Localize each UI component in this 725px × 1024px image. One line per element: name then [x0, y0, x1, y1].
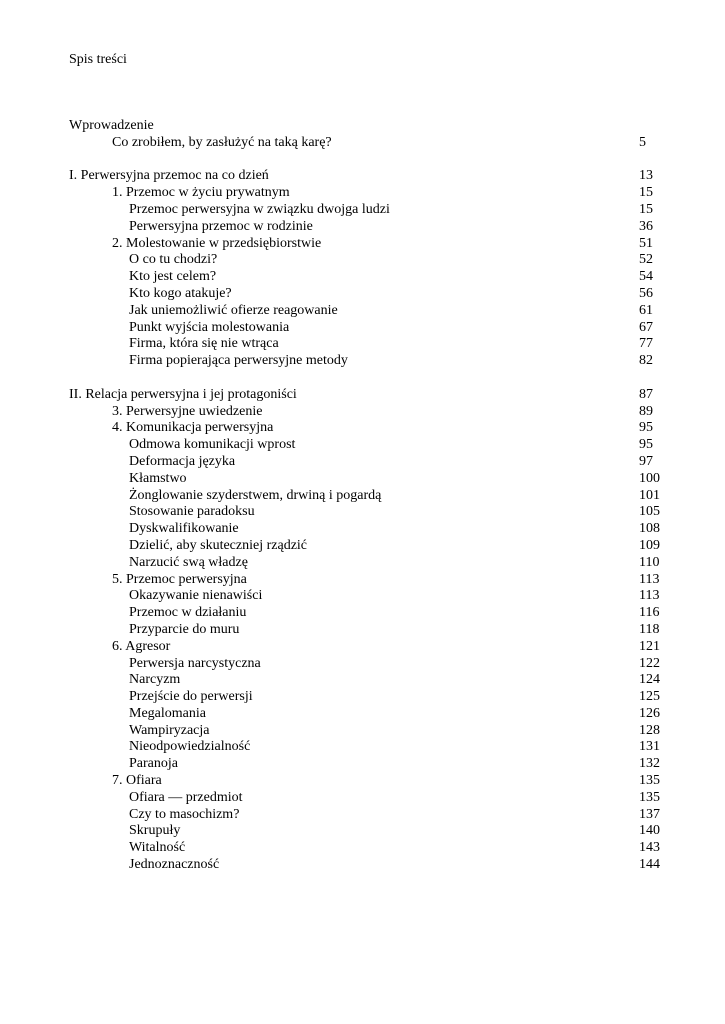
toc-entry[interactable]	[69, 706, 669, 723]
toc-entry-page-number: 144	[639, 857, 660, 873]
toc-entry-page-number: 143	[639, 840, 660, 856]
toc-entry-label: Perwersyjna przemoc w rodzinie	[129, 218, 313, 234]
toc-entry[interactable]	[69, 756, 669, 773]
toc-entry[interactable]	[69, 538, 669, 555]
toc-entry[interactable]	[69, 353, 669, 370]
toc-entry[interactable]	[69, 320, 669, 337]
toc-entry[interactable]	[69, 269, 669, 286]
toc-entry-label: Przejście do perwersji	[129, 689, 253, 705]
toc-entry[interactable]	[69, 286, 669, 303]
toc-entry[interactable]	[69, 588, 669, 605]
toc-entry-page-number: 137	[639, 806, 660, 822]
toc-entry[interactable]	[69, 118, 669, 135]
toc-entry-label: 1. Przemoc w życiu prywatnym	[112, 185, 290, 201]
toc-entry-label: II. Relacja perwersyjna i jej protagoniści	[69, 386, 297, 402]
toc-entry-label: 4. Komunikacja perwersyjna	[112, 420, 274, 436]
toc-entry-label: Kto kogo atakuje?	[129, 285, 232, 301]
toc-entry-page-number: 36	[639, 218, 653, 234]
toc-entry[interactable]	[69, 622, 669, 639]
toc-entry-page-number: 56	[639, 285, 653, 301]
toc-entry-label: Dzielić, aby skuteczniej rządzić	[129, 537, 308, 553]
toc-entry[interactable]	[69, 303, 669, 320]
toc-entry-page-number: 52	[639, 252, 653, 268]
toc-entry-page-number: 108	[639, 521, 660, 537]
toc-entry-page-number: 101	[639, 487, 660, 503]
toc-entry-label: Wampiryzacja	[129, 722, 210, 738]
toc-entry-label: 2. Molestowanie w przedsiębiorstwie	[112, 235, 322, 251]
toc-entry-label: Kto jest celem?	[129, 269, 217, 285]
toc-entry-page-number: 54	[639, 269, 653, 285]
toc-entry-page-number: 140	[639, 823, 660, 839]
toc-entry[interactable]	[69, 387, 669, 404]
toc-entry-label: Odmowa komunikacji wprost	[129, 437, 296, 453]
toc-entry[interactable]	[69, 437, 669, 454]
toc-entry-label: Witalność	[129, 840, 186, 856]
toc-entry-label: Jak uniemożliwić ofierze reagowanie	[129, 302, 338, 318]
toc-entry-page-number: 135	[639, 773, 660, 789]
toc-entry-page-number: 126	[639, 705, 660, 721]
toc-entry-label: Skrupuły	[129, 823, 181, 839]
toc-entry-label: Narcyzm	[129, 672, 181, 688]
toc-entry-page-number: 124	[639, 672, 660, 688]
table-of-contents	[69, 118, 669, 874]
toc-entry[interactable]	[69, 252, 669, 269]
toc-entry-page-number: 61	[639, 302, 653, 318]
toc-entry-label: Okazywanie nienawiści	[129, 588, 263, 604]
toc-entry-label: Przyparcie do muru	[129, 621, 240, 637]
toc-entry-page-number: 122	[639, 655, 660, 671]
toc-entry-page-number: 128	[639, 722, 660, 738]
toc-entry[interactable]	[69, 672, 669, 689]
toc-entry-page-number: 110	[639, 554, 660, 570]
toc-entry-label: 6. Agresor	[112, 638, 171, 654]
toc-entry[interactable]	[69, 404, 669, 421]
toc-entry-page-number: 116	[639, 605, 660, 621]
toc-entry[interactable]	[69, 504, 669, 521]
toc-entry[interactable]	[69, 656, 669, 673]
toc-entry-label: Firma popierająca perwersyjne metody	[129, 353, 348, 369]
page-title: Spis treści	[69, 52, 127, 67]
toc-entry-page-number: 135	[639, 789, 660, 805]
toc-entry-label: Punkt wyjścia molestowania	[129, 319, 290, 335]
toc-entry[interactable]	[69, 135, 669, 152]
toc-entry[interactable]	[69, 185, 669, 202]
toc-entry[interactable]	[69, 168, 669, 185]
toc-entry-label: Deformacja języka	[129, 453, 236, 469]
toc-entry-label: Przemoc w działaniu	[129, 605, 247, 621]
toc-entry-page-number: 87	[639, 386, 653, 402]
toc-entry[interactable]	[69, 572, 669, 589]
toc-entry[interactable]	[69, 773, 669, 790]
toc-entry[interactable]	[69, 219, 669, 236]
toc-entry-label: Narzucić swą władzę	[129, 554, 248, 570]
toc-entry-label: Stosowanie paradoksu	[129, 504, 255, 520]
toc-entry[interactable]	[69, 790, 669, 807]
toc-entry[interactable]	[69, 521, 669, 538]
toc-entry-label: Przemoc perwersyjna w związku dwojga ludzi	[129, 201, 390, 217]
toc-entry-page-number: 113	[639, 588, 660, 604]
toc-entry-label: I. Perwersyjna przemoc na co dzień	[69, 168, 269, 184]
toc-entry-page-number: 113	[639, 571, 660, 587]
toc-entry-label: 3. Perwersyjne uwiedzenie	[112, 403, 263, 419]
toc-entry-page-number: 51	[639, 235, 653, 251]
toc-entry[interactable]	[69, 689, 669, 706]
toc-entry-label: Jednoznaczność	[129, 857, 220, 873]
toc-entry[interactable]	[69, 605, 669, 622]
toc-entry[interactable]	[69, 823, 669, 840]
toc-entry-label: O co tu chodzi?	[129, 252, 218, 268]
toc-entry-label: Kłamstwo	[129, 470, 187, 486]
toc-entry-page-number: 15	[639, 185, 653, 201]
toc-entry[interactable]	[69, 202, 669, 219]
toc-entry-page-number: 5	[639, 134, 646, 150]
toc-entry-page-number: 109	[639, 537, 660, 553]
toc-entry[interactable]	[69, 336, 669, 353]
toc-entry-page-number: 77	[639, 336, 653, 352]
toc-entry-page-number: 121	[639, 638, 660, 654]
toc-entry-page-number: 67	[639, 319, 653, 335]
toc-entry-page-number: 82	[639, 353, 653, 369]
toc-entry-page-number: 97	[639, 453, 653, 469]
toc-entry-label: Wprowadzenie	[69, 118, 154, 133]
toc-entry-label: Paranoja	[129, 756, 178, 772]
toc-entry-label: Dyskwalifikowanie	[129, 521, 239, 537]
toc-entry[interactable]	[69, 857, 669, 874]
toc-entry[interactable]	[69, 420, 669, 437]
toc-entry[interactable]	[69, 807, 669, 824]
toc-entry-label: Firma, która się nie wtrąca	[129, 336, 279, 352]
toc-entry[interactable]	[69, 723, 669, 740]
toc-entry-page-number: 131	[639, 739, 660, 755]
toc-entry[interactable]	[69, 639, 669, 656]
toc-entry[interactable]	[69, 739, 669, 756]
toc-entry[interactable]	[69, 236, 669, 253]
toc-entry-page-number: 100	[639, 470, 660, 486]
toc-entry-page-number: 13	[639, 168, 653, 184]
toc-entry-page-number: 15	[639, 201, 653, 217]
toc-entry-page-number: 105	[639, 504, 660, 520]
toc-entry[interactable]	[69, 840, 669, 857]
toc-entry[interactable]	[69, 555, 669, 572]
toc-entry-page-number: 132	[639, 756, 660, 772]
toc-entry[interactable]	[69, 488, 669, 505]
toc-entry-label: 7. Ofiara	[112, 773, 162, 789]
toc-entry-label: Nieodpowiedzialność	[129, 739, 251, 755]
toc-entry-page-number: 95	[639, 437, 653, 453]
toc-entry-page-number: 125	[639, 689, 660, 705]
toc-entry-page-number: 95	[639, 420, 653, 436]
toc-entry-page-number: 89	[639, 403, 653, 419]
toc-entry-label: Megalomania	[129, 705, 206, 721]
toc-entry-label: Czy to masochizm?	[129, 806, 240, 822]
toc-entry-page-number: 118	[639, 621, 660, 637]
toc-entry[interactable]	[69, 471, 669, 488]
toc-entry-label: Perwersja narcystyczna	[129, 655, 261, 671]
toc-entry-label: Żonglowanie szyderstwem, drwiną i pogardą	[129, 487, 382, 503]
toc-entry[interactable]	[69, 454, 669, 471]
toc-entry-label: Ofiara — przedmiot	[129, 789, 243, 805]
toc-entry-label: Co zrobiłem, by zasłużyć na taką karę?	[112, 134, 332, 150]
toc-entry-label: 5. Przemoc perwersyjna	[112, 571, 247, 587]
